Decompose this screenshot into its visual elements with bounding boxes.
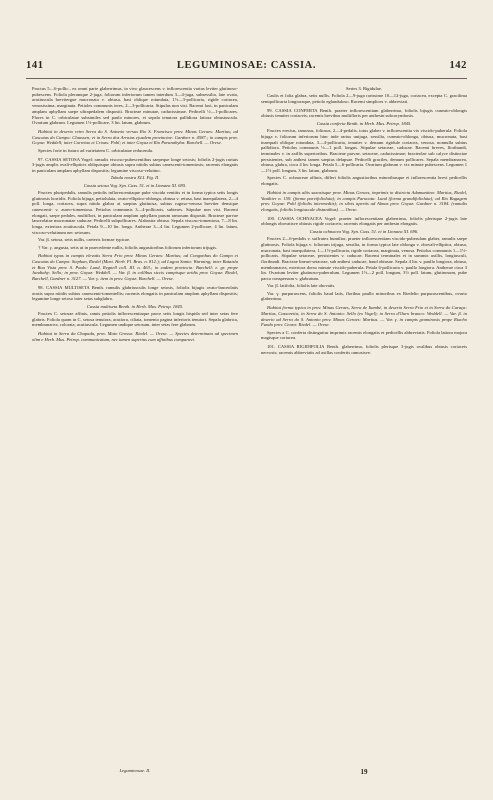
right-paragraph: 101. CASSIA RIGIDIFOLIA Benth. glaberrima, foliolis plerisque 3-jugis ovalibus obtusis coriaceis nervosis; racemis abbreviatis ad axillas confertis ramosisve. xyxy=(261,344,467,355)
left-paragraph: † Var. γ. angusta, setis ut in praecedente nullis, foliolis angustioribus foliorum inferiorum trijugis. xyxy=(38,244,218,250)
left-paragraph: Fructus 5—6-pollic., ex omni parte glaberrimus, in vivo glaucescens v. inflorescentia varius leviter glutinoso-pubescens. Foliola plerumque 2-juga, foliorum inferiorum tamen interdum 3—4-juga, subsessilia, late ovata, acutiuscula brevitergue mucronata v. obtusa, basi oblique rotundata, 1½—3-pollicaria, rigide coriacea, venosissima, marginata. Petioles communis teres, 2—3-pollicaria. Stipulas non visi. Racemi laxi, in paniculam amplam aphyllam saepe ultrapedalem dispositi. Bracteae minutae, caducissimae. Pedicelli ½—1-pollicares. Flores in C. orbiculatae subsimiles sed paulo minores, et sepala tenuiora pallidiora latiora obtusiuscula. Ovarium glabrum. Legumen 1½-pollicare, 3 lin. latum, glabrum. xyxy=(32,86,238,126)
right-paragraph: Cassia ochnacea Vog. Syn. Cass. 51. et in Linnaea XI. 696. xyxy=(309,228,419,234)
left-paragraph: Tabula nostra XLI. Fig. II. xyxy=(110,175,160,181)
page-number-left: 141 xyxy=(26,60,44,71)
header-rule xyxy=(26,78,467,79)
right-paragraph: 99. CASSIA CONFERTA Benth. praeter inflorescentiam glaberrima, foliolis bijugis cuneato-oblongis obtusis tenuiter coriaceis; racemis brevibus multifloris per anthesin subcorymbosis. xyxy=(261,107,467,119)
left-paragraph: Species forte in futuro ad varietatem C. orbiculatae reducenda. xyxy=(38,147,154,153)
left-column xyxy=(32,86,238,762)
right-paragraph: Cassia conferta Benth. in Herb. Mus. Petrop. 1845. xyxy=(316,120,412,126)
right-column xyxy=(261,86,467,762)
left-paragraph: Cassia multiseta Benth. in Herb. Mus. Petrop. 1845. xyxy=(86,303,184,309)
right-paragraph: Series 3. Rigidulae. xyxy=(346,86,382,91)
left-paragraph: Fructex C. setosae affinis, ramis petiolis inflorescentiaque parce setis longis hispida sed inter setas fere glabris. Foliola quam in C. setosa tenuiora, acutiora, ciliata, tomento pagina inferioris tenuiori. Sepala glabrica, membranacea, colorata, acutiuscula. Legumen undique setosum, inter setas fere glabrum. xyxy=(32,310,238,328)
right-paragraph: Habitat in campis altis saxosisque prov. Minas Geraes, imprimis in districtu Adamantino: Martius, Riedel, Vauthier n. 159. (forma parvifoliolata); in campis Paracatu: Lund (forma grandifoliolata); ad Rio Bagagem prov. Goyaz: Pohl (foliolis intermediis); in silvis apertis ad Almas prov. Goyaz: Gardner n. 3184. (ramulis elongatis, foliolis longiuscule distantibus). — Orese. xyxy=(261,189,467,213)
left-paragraph: Cassia setosa Vog. Syn. Cass. 51. et in Linnaea XI. 695. xyxy=(83,182,187,188)
left-paragraph: 98. CASSIA MULTISETA Benth. ramulis glabriusculis longe setosis, foliolis bijugis ovato-lanceolatis acutis supra nitidis subtus canescenti-tomentellis; racemis elongatis in paniculam amplam aphyllam dispositis; legumine longe setoso inter setas subglabro. xyxy=(32,284,238,302)
right-paragraph: Fructex 2—6-pedalis v. suffrutex humilior, praeter inflorescentiam viscido-puberulam glaber, ramulis saepe glutinosis. Foliola bijuga v. foliorum trijuga, sessilia, in forma typica late oblonga v. obovali-elliptica, obtusa, mucronata, basi inaequilatera, 1—1½-pollicaria, rigide coriacea, marginata, venosa. Petiolus communis 1—1½-pollicaris. Stipulae setaceae, persistentes v. caducae. Racemi terminales et in summis axillis, longiusculi, floribundi. Bracteae lineari-setaceae, sub anthesi caducae, haud obtusae. Sepala 4 lin. v. paullo longiora, obtusa, membranacea, exteriora dorso minute viscido-puberula. Petala 6-pollicaria v. paullo longiora. Antherae circa 3 lin. Ovarium leviter glutinoso-puberulum. Legumen 1½—2 poll. longum, 3½ poll. latum, glutinosum, pube parca conspersum v. glabratum. xyxy=(261,236,467,282)
right-paragraph: Caulis et folia glabra, setis nullis. Foliola 2—9-juga rarissime 10—12-juga, coriacea, excepta C. gracilima semipollicaria longioraque, petiolo eglanduloso. Racemi simplices v. abbreviati. xyxy=(261,93,467,105)
left-paragraph: Var. β. setosa, setis nullis, caeteris formae typicae. xyxy=(38,237,131,243)
left-paragraph: Habitat in Serra da Chapada, prov. Mato Grosso: Riedel. — Orese. — Species determinata ad specimen olim e Herb. Mus. Petrop. communicatum, nec tamen superius cum affinibus comparavi. xyxy=(32,331,238,342)
right-paragraph: 100. CASSIA OCHNACEA Vogel: praeter inflorescentiam glaberrima, foliolis plerisque 2-jugis late oblongis obovatisve obtusis rigide coriaceis; racemis elongatis per anthesin elongatis. xyxy=(261,215,467,227)
left-footer: Leguminosae. II. xyxy=(119,768,151,773)
left-paragraph: Fructex pluripedalis, ramulis petiolis inflorescentiaque pube viscida ventitis et in forma typica setis longis glutinosis horridis. Foliola bijuga, petiolulata, ovato-elliptico-oblonga, obtusa v. retusa, basi inaequilatera, 2—4 poll. longa, coriacea, supra nitida glabra at saepius glutinosa, subtus rugoso-venosa breviter densique canescenti- v. aureo-tomentosa. Petiolus communis 3—4-pollicaris, subteres. Stipulae non visi. Racemi elongati, saepe pedales, multiflori, in paniculam amplam aphyllam parum ramosam dispositi. Bracteae parvae lanceolatae mucronatae caducae. Pedicelli subpollicares. Alabastra obtusa. Sepala viscoso-tomentosa, 7—8 lin. longa, exteriora acutiuscula. Petala 9—10 lin. longa. Antherae 3—4 lin. Legumen 2-pollicare, 4 lin. latum, viscoso-velutinum nec setosum. xyxy=(32,189,238,235)
right-paragraph: Species C. ochnaceae affinis, differt foliolis angustioribus minoribusque et inflorescentia brevi pedicellis elongatis. xyxy=(261,175,467,187)
left-paragraph: 97. CASSIA SETOSA Vogel: ramulis viscoso-pubescentibus saepeque longe setosis; foliolis 2-jugis rariuis 3-jugis amplis ovali-ellipticis obliquisque obtusis supra nitidis subtus canescenti-tomentosis; racemis elongatis in paniculam amplam aphyllam dispositis; legumine viscoso-velutino. xyxy=(32,156,238,173)
page-header xyxy=(26,60,467,76)
right-paragraph: Species a C. conferta distinguitur imprimis racemis elongatis et pedicellis abbreviatis. Foliola latiora majora magisque coriacea. xyxy=(261,329,467,341)
right-paragraph: Var. γ. purpurascens, foliolis haud latis, floribus paullo minoribus ex Riedelio purpurascentibus, ovario glaberrimo. xyxy=(261,290,467,302)
right-paragraph: Fructex erectus, ramosus, foliosus, 2—4-pedalis, totus glaber v. inflorescentia vix viscido-puberula. Foliola bijuga v. foliorum inferiorum hinc inde rarius unijuga, sessilia, cuneato-oblonga, obtusa, mucronata, basi inaequali oblique rotundata, 3—4-pollicaria, tenuiter v. demum rigidule coriacea, venosa, nonnulla subtus pallidiora. Petiolus communis ½—1 poll. longus. Stipulae setaceae, caducae. Racemi breves, floribundi, terminales v. in axillis superioribus. Bracteae parvae, setaceae, caducissimae; bracteolae sub calyce distinctae persistentes, sub anthesi tamen saepius delapsae. Pedicelli graciles, demum pollicares. Sepala membranacea, obtusa, glabra, circa 4 lin. longa. Petala 5—6-pollicaria. Ovarium glabrum v. vix minute pubescens. Legumen 1—1½ poll. longum, 3 lin. latum, glabrum. xyxy=(261,128,467,174)
left-paragraph: Habitat in deserto retro Serra do S. Antonio versus Rio S. Francisco prov. Minas Geraes: Martius; ad Cascatas do Campo: Claussen; et in Serra dos Arraias ejusdem provinciae: Gardner n. 4587.; in campis prov. Goyaz: Weddell; inter Carretao et Crixas: Pohl; et inter Goyaz et Rio Paranahyba: Burchell. — Orese. xyxy=(32,129,238,146)
running-title: LEGUMINOSAE: CASSIA. xyxy=(176,60,317,71)
left-paragraph: Habitat typus in campis elevatis Serra Frio prov. Minas Geraes: Martius; ad Congonhas do Campo et Cascatas do Campo: Stephan, Riedel (Mart. Herb. Fl. Bras. n. 812.); ad Lagoa Santa: Warming; inter Bataisla et Boa Vista prov. S. Paulo: Lund, Regnell coll. III. n. 463.; in eadem provincia: Burchell: ε. gr. prope Jundiahy: Sello; in prov. Goyaz: Weddell. — Var. β. in collibus siccis campisque aridis prov. Goyaz: Riedel, Burchell, Gardner n. 3127. — Var. γ. item in prov. Goyaz: Burchell. — Orese. xyxy=(32,253,238,282)
right-paragraph: Var. β. latifolia, foliolis late obovatis. xyxy=(267,283,336,289)
signature-mark: 19 xyxy=(360,768,368,776)
right-paragraph: Habitat forma typica in prov. Minas Geraes, Serra de Itambé, in deserto Serra Frio et in Serra do Caraça: Martius, Cassoretta; in Serra do S. Antonio: Sello (ex Vogel); in Serra d'Ouro branco: Weddell. — Var. β. in deserto ad Serra do S. Antonio prov. Minas Geraes: Martius. — Var. γ. in campis graminosis prope Riacho Fundo prov. Ceara: Riedel. — Orese. xyxy=(261,305,467,328)
page-number-right: 142 xyxy=(449,60,467,71)
